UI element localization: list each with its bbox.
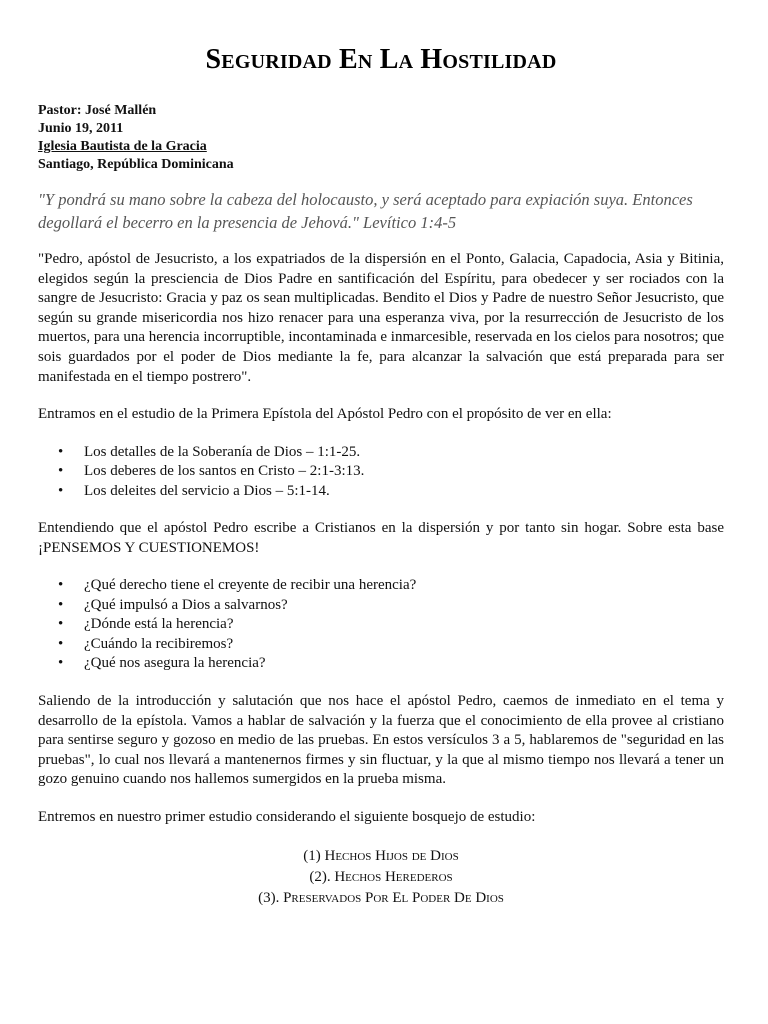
paragraph-2: Entramos en el estudio de la Primera Epístola del Apóstol Pedro con el propósito de ver en ella: (38, 406, 612, 423)
place-line: Santiago, República Dominicana (38, 157, 234, 172)
study-purpose-list (38, 443, 724, 502)
epigraph-verse: "Y pondrá su mano sobre la cabeza del holocausto, y será aceptado para expiación suya. Entonces degollará el becerro en la presencia de Jehová." Levítico 1:4-5 (38, 190, 693, 232)
list-item: • ¿Cuándo la recibiremos? (58, 635, 724, 655)
bullet-icon: • (58, 463, 64, 480)
document-title: Seguridad En La Hostilidad (205, 44, 557, 75)
church-link[interactable]: Iglesia Bautista de la Gracia (38, 139, 207, 154)
list-item: • ¿Qué nos asegura la herencia? (58, 654, 724, 674)
list-item: • Los deberes de los santos en Cristo – 2:1-3:13. (58, 462, 724, 482)
bullet-icon: • (58, 655, 64, 672)
bullet-icon: • (58, 482, 64, 499)
sermon-info (38, 102, 724, 174)
paragraph-5: Entremos en nuestro primer estudio considerando el siguiente bosquejo de estudio: (38, 808, 536, 825)
outline-item: (2). Hechos Herederos (309, 868, 453, 885)
outline-item: (3). Preservados Por El Poder De Dios (258, 889, 504, 906)
bullet-icon: • (58, 577, 64, 594)
list-item: • Los detalles de la Soberanía de Dios – 1:1-25. (58, 443, 724, 463)
list-item: • ¿Dónde está la herencia? (58, 615, 724, 635)
bullet-icon: • (58, 635, 64, 652)
list-item: • ¿Qué impulsó a Dios a salvarnos? (58, 596, 724, 616)
pastor-line: Pastor: José Mallén (38, 103, 157, 118)
outline-item: (1) Hechos Hijos de Dios (303, 847, 459, 864)
bullet-icon: • (58, 596, 64, 613)
paragraph-1: "Pedro, apóstol de Jesucristo, a los expatriados de la dispersión en el Ponto, Galacia, Capadocia, Asia y Bitinia, elegidos según la presciencia de Dios Padre en santificación del Espíritu, para obedecer y ser rociados con la sangre de Jesucristo: Gracia y paz os sean multiplicadas. Bendito el Dios y Padre de nuestro Señor Jesucristo, que según su grande misericordia nos hizo renacer para una esperanza viva, por la resurrección de Jesucristo de los muertos, para una herencia incorruptible, incontaminada e inmarcesible, reservada en los cielos para nosotros; que sois guardados por el poder de Dios mediante la fe, para alcanzar la salvación que está preparada para ser manifestada en el tiempo postrero". (38, 251, 724, 385)
list-item: • ¿Qué derecho tiene el creyente de recibir una herencia? (58, 576, 724, 596)
questions-list (38, 576, 724, 674)
study-outline (38, 846, 724, 909)
list-item: • Los deleites del servicio a Dios – 5:1-14. (58, 482, 724, 502)
paragraph-3: Entendiendo que el apóstol Pedro escribe a Cristianos en la dispersión y por tanto sin hogar. Sobre esta base ¡PENSEMOS Y CUESTIONEMOS! (38, 520, 724, 556)
paragraph-4: Saliendo de la introducción y salutación que nos hace el apóstol Pedro, caemos de inmediato en el tema y desarrollo de la epístola. Vamos a hablar de salvación y la fuerza que el conocimiento de ella provee al cristiano para sentirse seguro y gozoso en medio de las pruebas. En estos versículos 3 a 5, hablaremos de "seguridad en las pruebas", lo cual nos llevará a mantenernos firmes y sin fluctuar, y la que al mismo tiempo nos llevará a tener un gozo genuino cuando nos hallemos sumergidos en la prueba misma. (38, 692, 724, 788)
bullet-icon: • (58, 616, 64, 633)
bullet-icon: • (58, 443, 64, 460)
date-line: Junio 19, 2011 (38, 121, 124, 136)
